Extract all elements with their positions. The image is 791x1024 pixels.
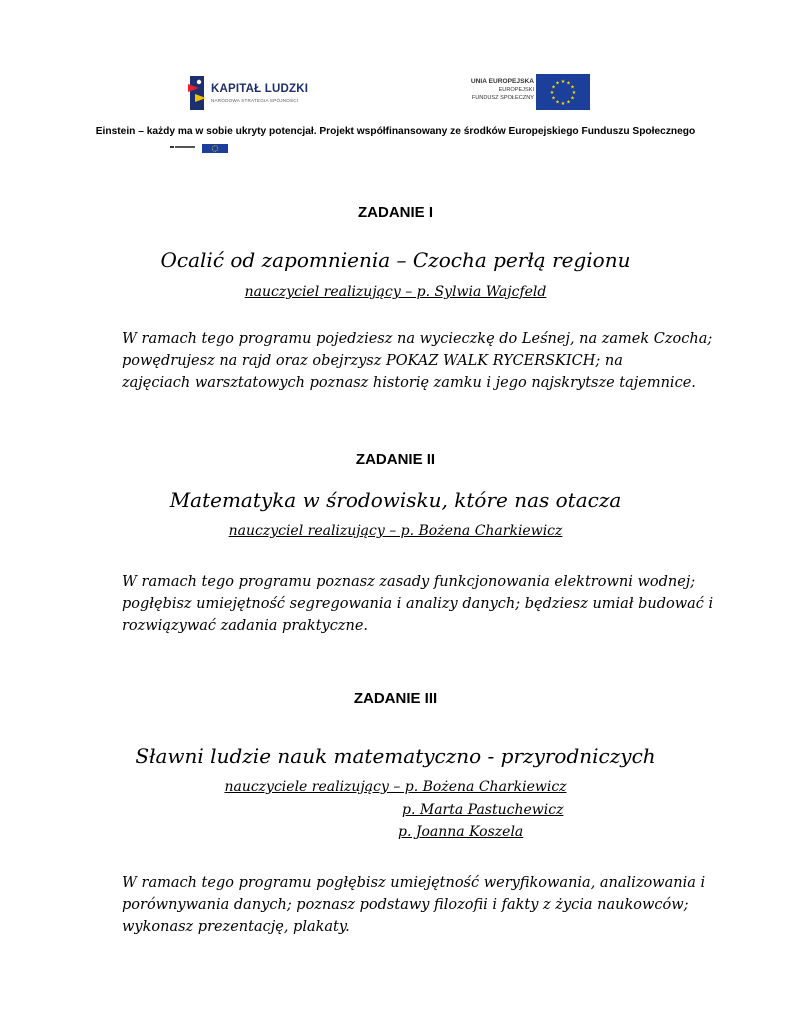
eu-flag-icon: [536, 74, 590, 110]
description-line: pogłębisz umiejętność segregowania i analizy danych; będziesz umiał budować i: [122, 596, 714, 612]
eu-line-1: UNIA EUROPEJSKA: [470, 78, 534, 85]
kapital-ludzki-subtitle: NARODOWA STRATEGIA SPÓJNOŚCI: [211, 98, 299, 103]
eu-star-icon: ★: [570, 84, 575, 91]
kapital-ludzki-title: KAPITAŁ LUDZKI: [211, 83, 309, 95]
eu-star-icon: ★: [570, 95, 575, 102]
task-teacher-1: nauczyciel realizujący – p. Sylwia Wajcfeld: [244, 284, 547, 300]
task-description-2: [122, 571, 714, 637]
eu-line-2: EUROPEJSKI: [498, 87, 534, 93]
eu-fund-text: [471, 78, 534, 102]
task-heading-2: ZADANIE II: [355, 451, 436, 468]
task-title-3: Sławni ludzie nauk matematyczno - przyrodniczych: [135, 744, 656, 768]
description-line: W ramach tego programu pojedziesz na wycieczkę do Leśnej, na zamek Czocha;: [122, 331, 713, 347]
task-description-3: [122, 872, 706, 938]
kapital-ludzki-emblem-icon: [185, 74, 209, 112]
project-title-line: Einstein – każdy ma w sobie ukryty potencjał. Projekt współfinansowany ze środków Europejskiego Funduszu Społecznego: [95, 126, 696, 137]
eu-star-icon: ★: [555, 80, 560, 87]
task-teacher-3-extra-1: p. Marta Pastuchewicz: [402, 802, 564, 818]
task-heading-3: ZADANIE III: [353, 690, 438, 707]
task-heading-1: ZADANIE I: [358, 204, 433, 221]
eu-star-icon: ★: [566, 99, 571, 106]
eu-star-icon: ★: [571, 89, 577, 96]
kapital-ludzki-logo: [185, 74, 315, 114]
task-teacher-3-extra-2: p. Joanna Koszela: [398, 824, 524, 840]
description-line: wykonasz prezentację, plakaty.: [122, 919, 350, 935]
task-teacher-2: nauczyciel realizujący – p. Bożena Charkiewicz: [228, 523, 563, 539]
task-teacher-3: nauczyciele realizujący – p. Bożena Charkiewicz: [224, 779, 567, 795]
eu-star-icon: ★: [551, 84, 556, 91]
eu-star-icon: ★: [555, 99, 560, 106]
task-title-1: Ocalić od zapomnienia – Czocha perłą regionu: [160, 248, 631, 272]
description-line: W ramach tego programu poznasz zasady funkcjonowania elektrowni wodnej;: [122, 574, 696, 590]
task-title-2: Matematyka w środowisku, które nas otacza: [169, 488, 622, 512]
description-line: porównywania danych; poznasz podstawy filozofii i fakty z życia naukowców;: [122, 897, 689, 913]
eu-fund-logo: [458, 74, 590, 112]
description-line: rozwiązywać zadania praktyczne.: [122, 618, 369, 634]
eu-star-icon: ★: [551, 95, 556, 102]
description-line: zajęciach warsztatowych poznasz historię zamku i jego najskrytsze tajemnice.: [122, 375, 696, 391]
eu-star-icon: ★: [549, 89, 555, 96]
eu-line-3: FUNDUSZ SPOŁECZNY: [471, 95, 534, 101]
description-line: powędrujesz na rajd oraz obejrzysz POKAZ WALK RYCERSKICH; na: [122, 353, 623, 369]
small-logos-strip: [170, 142, 230, 154]
eu-star-icon: ★: [560, 100, 566, 107]
eu-star-icon: ★: [560, 78, 566, 85]
description-line: W ramach tego programu pogłębisz umiejętność weryfikowania, analizowania i: [122, 875, 706, 891]
task-description-1: [122, 328, 713, 394]
eu-star-icon: ★: [566, 80, 571, 87]
